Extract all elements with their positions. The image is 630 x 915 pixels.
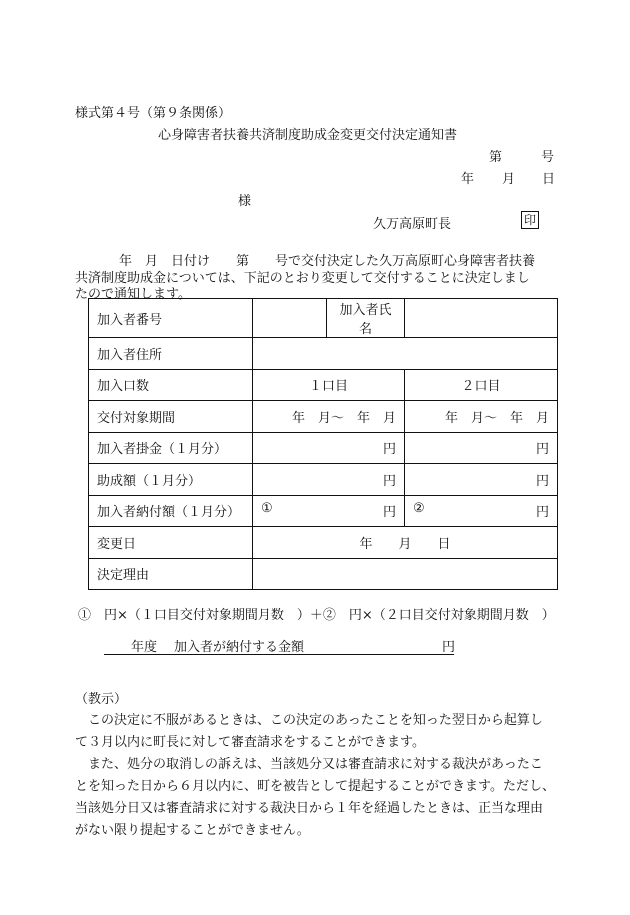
info-table: [88, 298, 558, 590]
notice-p2-text: また、処分の取消しの訴えは、当該処分又は審査請求に対する裁決があったことを知った日から６月以内に、町を被告として提起することができます。ただし、当該処分日又は審査請求に対する裁決日から１年を経過したときは、正当な理由がない限り提起することができません。: [75, 757, 555, 838]
table-row: [89, 464, 558, 496]
seal-stamp: 印: [521, 211, 539, 229]
issuer-name: 久万高原町長: [373, 217, 452, 232]
body-line-2: 共済制度助成金については、下記のとおり変更して交付することに決定しまし: [75, 270, 530, 286]
notice-p1-text: この決定に不服があるときは、この決定のあったことを知った翌日から起算して３月以内に町長に対して審査請求をすることができます。: [75, 713, 543, 750]
unit2-header: ２口目: [405, 369, 558, 401]
annual-amount-yen: 円: [442, 640, 456, 655]
period-label: 交付対象期間: [89, 401, 253, 433]
table-row: [89, 369, 558, 401]
form-label: 様式第４号（第９条関係）: [75, 106, 232, 121]
annual-amount-line: [104, 636, 454, 655]
payment-label: 加入者納付額（１月分）: [89, 495, 253, 527]
table-row: [89, 338, 558, 370]
payment-unit2[interactable]: [405, 495, 558, 527]
period-unit2[interactable]: 年 月～ 年 月: [405, 401, 558, 433]
member-address-value[interactable]: [253, 338, 558, 370]
table-row: [89, 495, 558, 527]
member-number-value[interactable]: [253, 299, 327, 338]
table-row: [89, 527, 558, 559]
document-title: 心身障害者扶養共済制度助成金変更交付決定通知書: [158, 128, 458, 143]
subsidy-unit1[interactable]: 円: [253, 464, 405, 496]
table-row: [89, 432, 558, 464]
payment-unit1-yen: 円: [382, 505, 396, 521]
body-line-3: たので通知します。: [75, 287, 191, 302]
table-row: [89, 299, 558, 338]
payment-unit1[interactable]: [253, 495, 405, 527]
member-name-value[interactable]: [405, 299, 558, 338]
subsidy-label: 助成額（１月分）: [89, 464, 253, 496]
change-date-value[interactable]: 年 月 日: [253, 527, 558, 559]
document-number-dai: 第: [489, 150, 503, 165]
addressee-sama: 様: [238, 194, 252, 209]
reason-value[interactable]: [253, 558, 558, 590]
date-year-label: 年: [461, 172, 475, 187]
notice-paragraph-1: [75, 710, 555, 754]
document-number-go: 号: [541, 150, 555, 165]
date-month-label: 月: [502, 172, 516, 187]
period-unit1[interactable]: 年 月～ 年 月: [253, 401, 405, 433]
annual-fiscal-year: 年度: [131, 640, 158, 655]
member-name-label: 加入者氏名: [327, 299, 405, 338]
reason-label: 決定理由: [89, 558, 253, 590]
calculation-formula: ① 円×（１口目交付対象期間月数 ）＋② 円×（２口目交付対象期間月数 ）: [78, 608, 555, 623]
premium-unit1[interactable]: 円: [253, 432, 405, 464]
circle-2-mark: ②: [413, 501, 425, 517]
member-address-label: 加入者住所: [89, 338, 253, 370]
table-row: [89, 558, 558, 590]
body-text: [75, 254, 560, 304]
date-day-label: 日: [542, 172, 556, 187]
units-label: 加入口数: [89, 369, 253, 401]
annual-amount-label: 加入者が納付する金額: [174, 640, 305, 655]
notice-title: （教示）: [75, 692, 128, 707]
notice-paragraph-2: [75, 754, 555, 842]
subsidy-unit2[interactable]: 円: [405, 464, 558, 496]
table-row: [89, 401, 558, 433]
premium-unit2[interactable]: 円: [405, 432, 558, 464]
unit1-header: １口目: [253, 369, 405, 401]
premium-label: 加入者掛金（１月分）: [89, 432, 253, 464]
member-number-label: 加入者番号: [89, 299, 253, 338]
body-line-1: 年 月 日付け 第 号で交付決定した久万高原町心身障害者扶養: [119, 254, 536, 269]
circle-1-mark: ①: [261, 501, 273, 517]
change-date-label: 変更日: [89, 527, 253, 559]
payment-unit2-yen: 円: [535, 505, 549, 521]
